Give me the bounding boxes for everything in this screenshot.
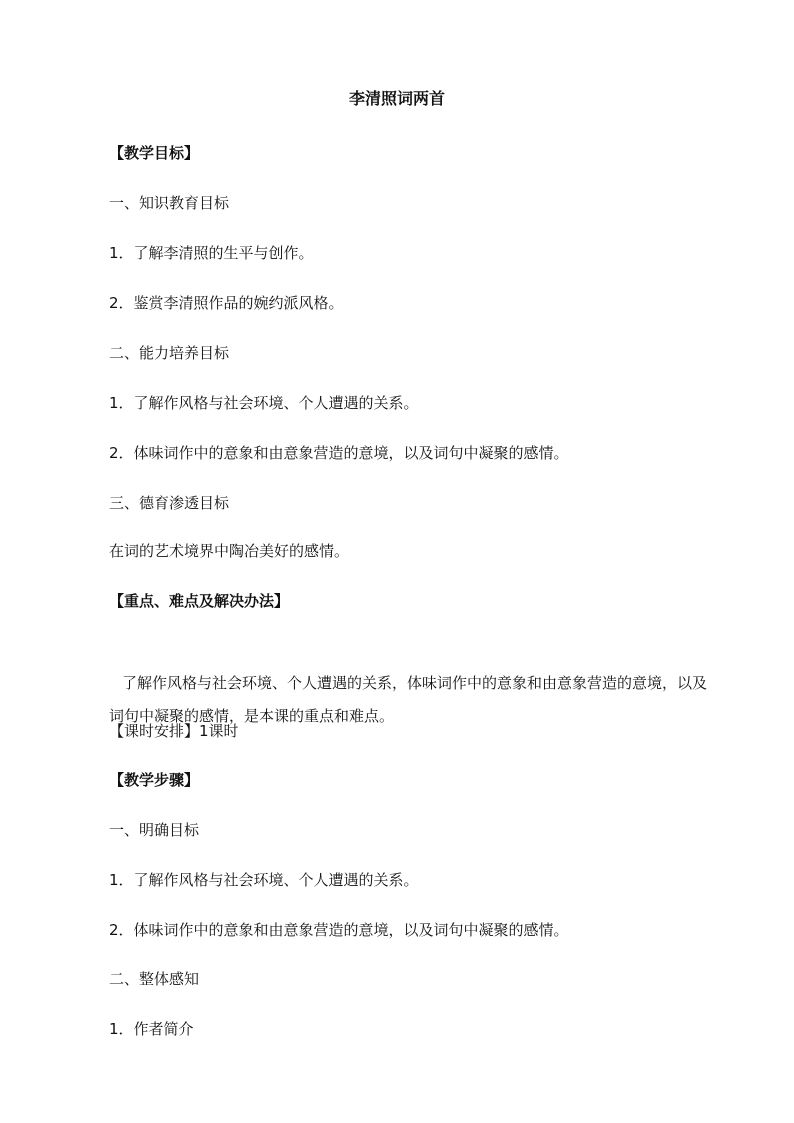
list-item: 2．体味词作中的意象和由意象营造的意境，以及词句中凝聚的感情。 <box>109 921 569 939</box>
section-heading-schedule: 【课时安排】1课时 <box>109 722 239 740</box>
paragraph-text: 了解作风格与社会环境、个人遭遇的关系，体味词作中的意象和由意象营造的意境，以及词句中凝聚的感情，是本课的重点和难点。 <box>109 674 708 725</box>
subheading-overall-perception: 二、整体感知 <box>109 970 200 988</box>
list-item: 2．鉴赏李清照作品的婉约派风格。 <box>109 294 344 312</box>
list-item: 1．了解作风格与社会环境、个人遭遇的关系。 <box>109 871 419 889</box>
key-points-paragraph <box>109 634 721 733</box>
subheading-knowledge-goals: 一、知识教育目标 <box>109 194 230 212</box>
list-item: 2．体味词作中的意象和由意象营造的意境，以及词句中凝聚的感情。 <box>109 444 569 462</box>
body-text: 在词的艺术境界中陶冶美好的感情。 <box>109 542 350 560</box>
subheading-ability-goals: 二、能力培养目标 <box>109 344 230 362</box>
section-heading-teaching-goals: 【教学目标】 <box>109 144 200 162</box>
document-title: 李清照词两首 <box>348 89 445 108</box>
section-heading-key-points: 【重点、难点及解决办法】 <box>109 592 290 610</box>
subheading-moral-goals: 三、德育渗透目标 <box>109 494 230 512</box>
subheading-clarify-goals: 一、明确目标 <box>109 821 200 839</box>
section-heading-teaching-steps: 【教学步骤】 <box>109 771 200 789</box>
list-item: 1．作者简介 <box>109 1020 194 1038</box>
list-item: 1．了解作风格与社会环境、个人遭遇的关系。 <box>109 394 419 412</box>
list-item: 1．了解李清照的生平与创作。 <box>109 244 314 262</box>
